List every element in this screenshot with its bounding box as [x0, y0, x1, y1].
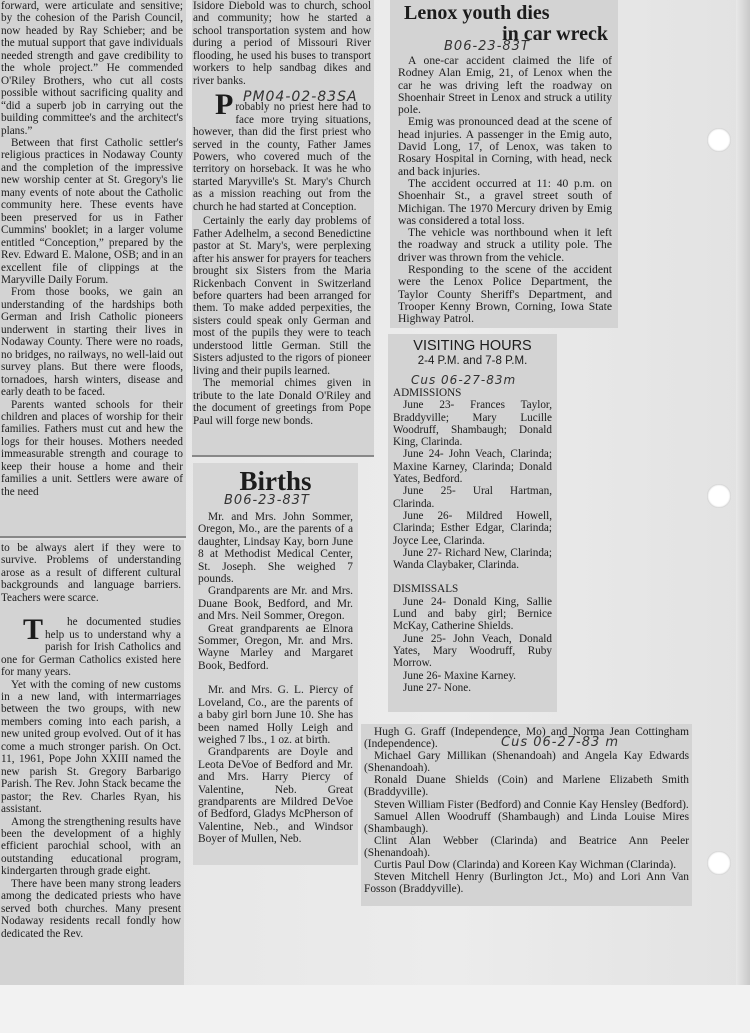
article-paragraph: Among the strengthening results have been the development of a highly efficient parochial school, with an outstanding educational program, kindergarten through grade eight. [1, 815, 181, 878]
births-clipping [193, 463, 358, 865]
punch-hole [707, 484, 731, 508]
article-paragraph: robably no priest here had to face more trying situations, however, than did the first priest who served in the county, Father James Powers, who covered much of the territory on horseback. It was he who started Maryville's St. Mary's Church as a mission reaching out from the church he had started at Conception. [193, 101, 371, 213]
handwritten-annotation: B06-23-83T [444, 39, 530, 54]
license-entry: Ronald Duane Shields (Coin) and Marlene Elizabeth Smith (Braddyville). [364, 774, 689, 799]
visiting-hours-title: VISITING HOURS [413, 338, 532, 354]
drop-cap: T [23, 613, 44, 647]
article-paragraph: Isidore Diebold was to church, school and community; how he started a school transportation system and how during a period of Missouri River flooding, he used his buses to transport workers to help sandbag dikes and river banks. [193, 0, 371, 87]
article-paragraph: Emig was pronounced dead at the scene of head injuries. A passenger in the Emig auto, David Long, 17, of Lenox, was taken to Rosary Hospital in Corning, with head, neck and back injuries. [398, 115, 612, 178]
article-paragraph: forward, were articulate and sensitive; by the cohesion of the Parish Council, now headed by Ray Schieber; and be the mutual support that gave individuals needed strength and gave credibility to the whole project.” He commended O'Riley Brothers, who cut all costs possible without sacrificing quality and “did a superb job in carrying out the building committee's and the architect's plans.” [1, 0, 183, 137]
article-paragraph: Certainly the early day problems of Father Adelhelm, a second Benedictine pastor at St. Mary's, were perplexing after his answer for prayers for teachers brought six Sisters from the Maria Rickenbach Convent in Switzerland before quarters had been arranged for them. To make added perpexities, the sisters could speak only German and most of the pupils they were to teach understood little German. Still the Sisters adjusted to the rigors of pioneer living and their pupils learned. [193, 215, 371, 377]
drop-cap: P [215, 88, 234, 122]
marriage-licenses-clipping [361, 724, 692, 906]
license-entry: Steven William Fister (Bedford) and Connie Kay Hensley (Bedford). [374, 798, 689, 811]
birth-paragraph: Mr. and Mrs. John Sommer, Oregon, Mo., are the parents of a daughter, Lindsay Kay, born June 8 at Methodist Medical Center, St. Joseph. She weighed 7 pounds. [198, 511, 353, 586]
birth-paragraph: Grandparents are Mr. and Mrs. Duane Book, Bedford, and Mr. and Mrs. Neil Sommer, Oregon. [198, 585, 353, 623]
article-headline: in car wreck [502, 23, 608, 45]
visiting-hours-times: 2-4 P.M. and 7-8 P.M. [417, 355, 528, 367]
punch-hole [707, 851, 731, 875]
parish-article-part3 [192, 0, 374, 457]
page-bottom-margin [0, 985, 750, 1033]
license-entry: Hugh G. Graff (Independence, Mo) and Norma Jean Cottingham (Independence). [364, 726, 689, 751]
parish-article-part1 [0, 0, 186, 538]
article-headline: Lenox youth dies [404, 2, 550, 24]
handwritten-annotation: PM04-02-83SA [243, 89, 358, 106]
dismissal-entry: June 26- Maxine Karney. [403, 669, 516, 682]
dismissal-entry: June 25- John Veach, Donald Yates, Mary Woodruff, Ruby Morrow. [393, 632, 552, 670]
hospital-notes-clipping [388, 334, 557, 712]
admission-entry: June 27- Richard New, Clarinda; Wanda Claybaker, Clarinda. [393, 546, 552, 572]
admission-entry: June 26- Mildred Howell, Clarinda; Esther Edgar, Clarinda; Joyce Lee, Clarinda. [393, 509, 552, 547]
license-entry: Curtis Paul Dow (Clarinda) and Koreen Kay Wichman (Clarinda). [374, 859, 677, 872]
handwritten-annotation: Cus 06-27-83 m [501, 735, 620, 750]
article-paragraph: The memorial chimes given in tribute to the late Donald O'Riley and the document of greetings from Pope Paul will forge new bonds. [193, 377, 371, 427]
admission-entry: June 25- Ural Hartman, Clarinda. [393, 485, 552, 510]
license-entry: Michael Gary Millikan (Shenandoah) and Angela Kay Edwards (Shenandoah). [364, 750, 689, 775]
lenox-article [390, 0, 618, 328]
handwritten-annotation: Cus 06-27-83m [411, 373, 517, 387]
admissions-heading: ADMISSIONS [393, 387, 462, 399]
birth-paragraph: Great grandparents ae Elnora Sommer, Oregon, Mr. and Mrs. Wayne Marley and Margaret Book, Bedford. [198, 622, 353, 672]
article-paragraph: From those books, we gain an understanding of the hardships both German and Irish Catholic pioneers underwent in starting their lives in Nodaway County. There were no roads, no bridges, no railways, no well-laid out survey plans. But there were floods, tornadoes, harsh winters, disease and early death to be faced. [1, 286, 183, 399]
handwritten-annotation: B06-23-83T [224, 493, 310, 508]
dismissal-entry: June 27- None. [403, 681, 472, 694]
dismissal-entry: June 24- Donald King, Sallie Lund and baby girl; Bernice McKay, Catherine Shields. [393, 595, 552, 633]
article-paragraph: Between that first Catholic settler's religious practices in Nodaway County and the completion of the impressive new worship center at St. Gregory's lie many events of note about the Catholic community here. These events have been preserved for us in Father Cummins' booklet; in a larger volume entitled “Conception,” prepared by the Rev. Edward E. Malone, OSB; and in an excellent file of clippings at the Maryville Daily Forum. [1, 136, 183, 286]
article-paragraph: he documented studies help us to understand why a parish for Irish Catholics and one for German Catholics existed here for many years. [1, 616, 181, 679]
birth-paragraph: Mr. and Mrs. G. L. Piercy of Loveland, Co., are the parents of a baby girl born June 10. She has been named Holly Leigh and weighed 7 lbs., 1 oz. at birth. [198, 684, 353, 746]
births-title: Births [239, 466, 312, 496]
page-edge [736, 0, 750, 1033]
parish-article-part2 [0, 540, 184, 985]
article-paragraph: The vehicle was northbound when it left the roadway and struck a utility pole. The driver was thrown from the vehicle. [398, 226, 612, 264]
admission-entry: June 24- John Veach, Clarinda; Maxine Karney, Clarinda; Donald Yates, Bedford. [393, 448, 552, 486]
license-entry: Clint Alan Webber (Clarinda) and Beatrice Ann Peeler (Shenandoah). [364, 834, 689, 859]
punch-hole [707, 128, 731, 152]
admission-entry: June 23- Frances Taylor, Braddyville; Mary Lucille Woodruff, Shambaugh; Donald King, Clarinda. [393, 399, 552, 449]
article-paragraph: to be always alert if they were to survive. Problems of understanding arose as a result of different cultural backgrounds and language barriers. Teachers were scarce. [1, 542, 181, 604]
article-paragraph: Responding to the scene of the accident were the Lenox Police Department, the Taylor County Sheriff's Department, and Trooper Kenny Brown, Corning, Iowa State Highway Patrol. [398, 263, 612, 326]
license-entry: Steven Mitchell Henry (Burlington Jct., Mo) and Lori Ann Van Fosson (Braddyville). [364, 871, 689, 896]
birth-paragraph: Grandparents are Doyle and Leota DeVoe of Bedford and Mr. and Mrs. Harry Piercy of Valentine, Neb. Great grandparents are Mildred DeVoe of Bedford, Gladys McPherson of Valentine, Neb., and Windsor Boyer of Mullen, Neb. [198, 746, 353, 846]
article-paragraph: A one-car accident claimed the life of Rodney Alan Emig, 21, of Lenox when the car he was driving left the roadway on Shoenhair Street in Lenox and struck a utility pole. [398, 54, 612, 117]
article-paragraph: Yet with the coming of new customs in a new land, with intermarriages between the two groups, with new members coming into each parish, a new united group evolved. Out of it has come a much stronger parish. On Oct. 11, 1961, Pope John XXIII named the new parish St. Gregory Barbarigo Parish. The Rev. John Stack became the pastor; the Rev. Charles Ryan, his assistant. [1, 678, 181, 816]
article-paragraph: The accident occurred at 11: 40 p.m. on Shoenhair St., a gravel street south of Michigan. The 1970 Mercury driven by Emig was considered a total loss. [398, 176, 612, 227]
article-paragraph: Parents wanted schools for their children and places of worship for their families. Fathers must cut and hew the logs for their houses. Mothers needed immeasurable strength and courage to keep their house a home and their families a unit. Settlers were aware of the need [1, 398, 183, 498]
dismissals-heading: DISMISSALS [393, 583, 459, 596]
article-paragraph: There have been many strong leaders among the dedicated priests who have served both churches. Many present Nodaway residents recall fondly how dedicated the Rev. [1, 877, 181, 940]
license-entry: Samuel Allen Woodruff (Shambaugh) and Linda Louise Mires (Shambaugh). [364, 810, 689, 835]
